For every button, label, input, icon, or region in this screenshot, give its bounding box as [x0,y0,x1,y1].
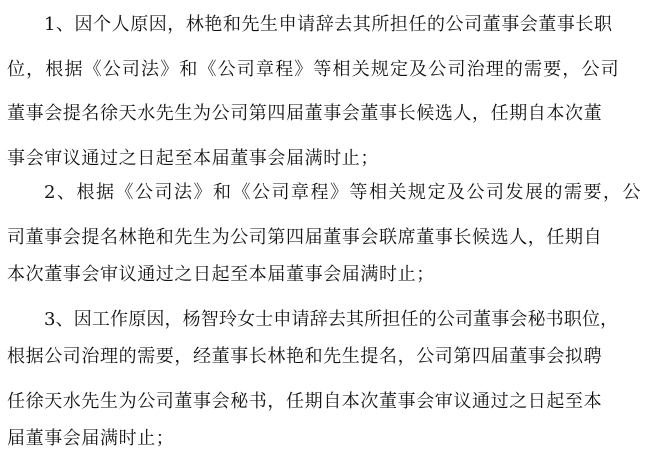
paragraph-2-line-3: 本次董事会审议通过之日起至本届董事会届满时止； [7,264,435,285]
paragraph-2-line-2: 司董事会提名林艳和先生为公司第四届董事会联席董事长候选人，任期自 [7,227,603,248]
paragraph-1-line-4: 事会审议通过之日起至本届董事会届满时止； [7,148,379,169]
paragraph-3-line-4: 届董事会届满时止； [7,428,175,449]
paragraph-3-line-1: 3、因工作原因，杨智玲女士申请辞去其所担任的公司董事会秘书职位， [44,309,619,330]
paragraph-2-line-1: 2、根据《公司法》和《公司章程》等相关规定及公司发展的需要，公 [44,182,642,203]
paragraph-1-line-3: 董事会提名徐天水先生为公司第四届董事会董事长候选人，任期自本次董 [7,103,603,124]
paragraph-1-line-1: 1、因个人原因，林艳和先生申请辞去其所担任的公司董事会董事长职 [44,14,613,35]
paragraph-3-line-2: 根据公司治理的需要，经董事长林艳和先生提名，公司第四届董事会拟聘 [7,346,603,367]
paragraph-1-line-2: 位，根据《公司法》和《公司章程》等相关规定及公司治理的需要，公司 [7,59,620,80]
paragraph-3-line-3: 任徐天水先生为公司董事会秘书，任期自本次董事会审议通过之日起至本 [7,391,603,412]
